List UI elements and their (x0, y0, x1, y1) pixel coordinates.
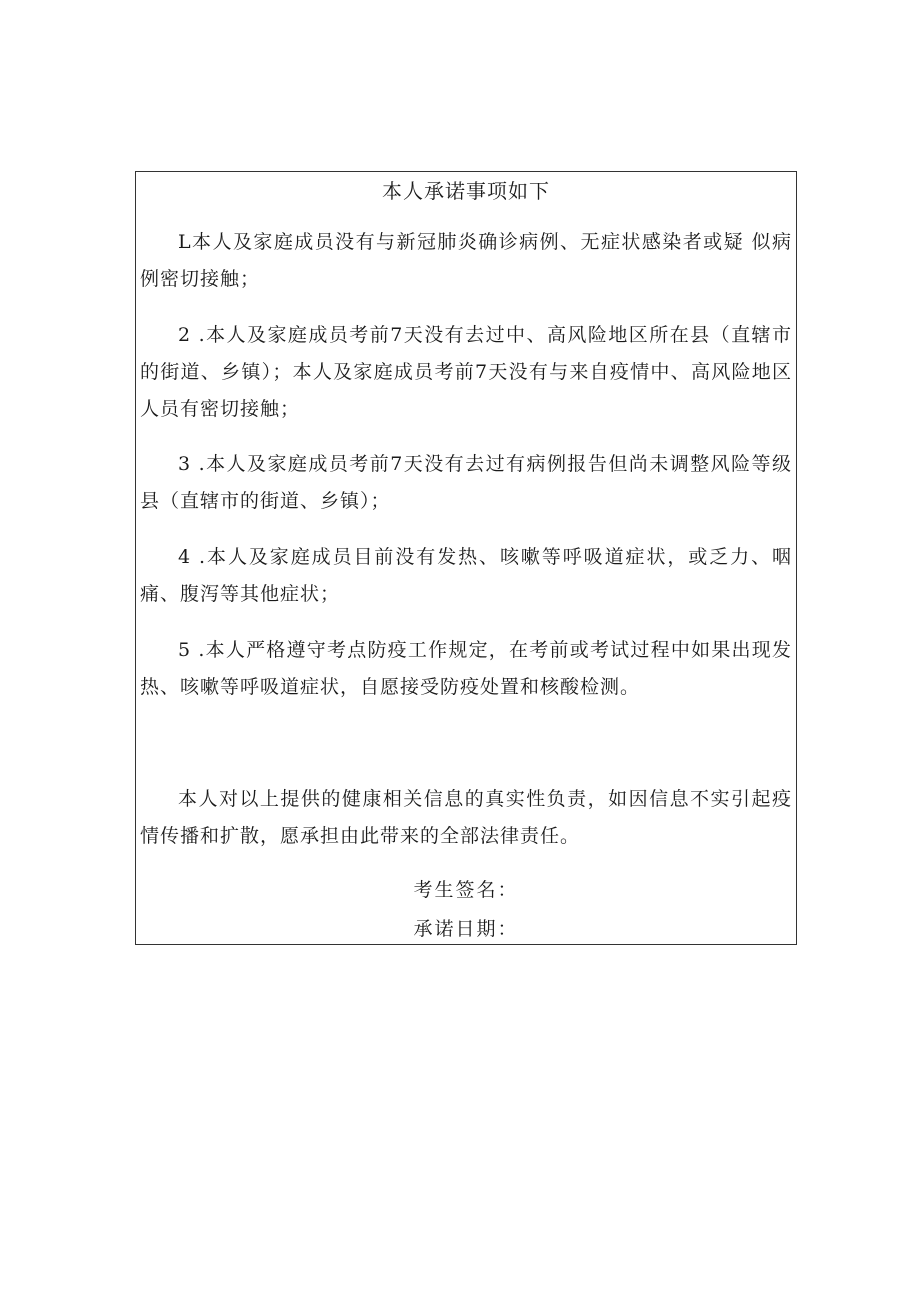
date-field-label: 承诺日期： (413, 918, 519, 940)
pledge-item-1: L本人及家庭成员没有与新冠肺炎确诊病例、无症状感染者或疑 似病例密切接触； (140, 231, 792, 290)
pledge-item-2: 2 .本人及家庭成员考前7天没有去过中、高风险地区所在县（直辖市的街道、乡镇）；本人及家庭成员考前7天没有与来自疫情中、高风险地区人员有密切接触； (140, 324, 792, 420)
pledge-title: 本人承诺事项如下 (382, 179, 550, 203)
pledge-item-4: 4 .本人及家庭成员目前没有发热、咳嗽等呼吸道症状，或乏力、咽痛、腹泻等其他症状； (140, 546, 792, 605)
pledge-box (135, 171, 797, 945)
signature-field-label: 考生签名： (413, 879, 519, 901)
pledge-item-5: 5 .本人严格遵守考点防疫工作规定，在考前或考试过程中如果出现发热、咳嗽等呼吸道症状，自愿接受防疫处置和核酸检测。 (140, 639, 792, 698)
responsibility-declaration: 本人对以上提供的健康相关信息的真实性负责，如因信息不实引起疫情传播和扩散，愿承担由此带来的全部法律责任。 (140, 788, 792, 847)
pledge-item-3: 3 .本人及家庭成员考前7天没有去过有病例报告但尚未调整风险等级县（直辖市的街道、乡镇）； (140, 453, 792, 512)
